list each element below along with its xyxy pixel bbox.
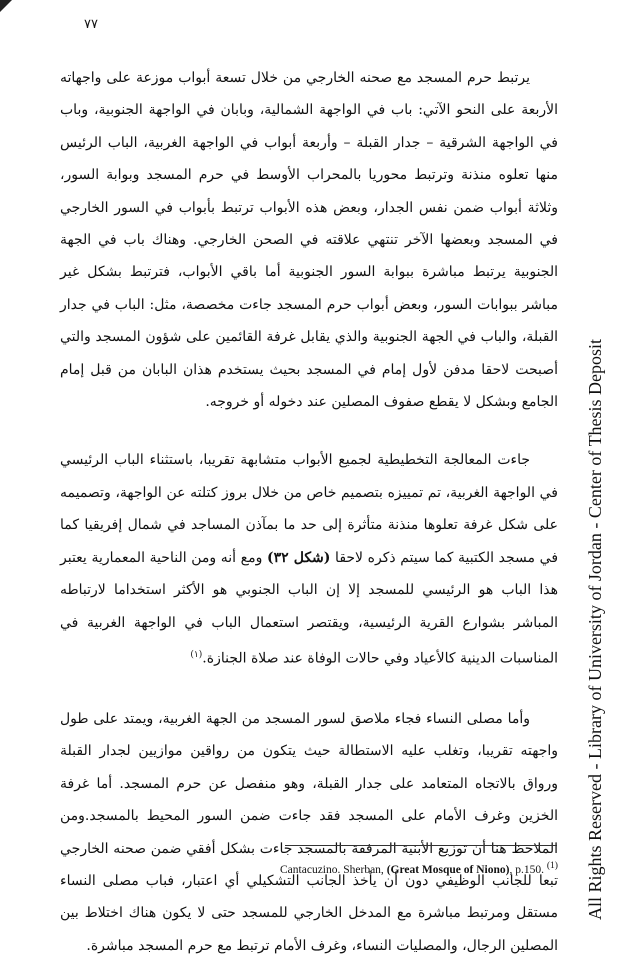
page-number: ٧٧ [84, 17, 98, 32]
paragraph-text: جاءت المعالجة التخطيطية لجميع الأبواب متشابهة تقريبا، باستثناء الباب الرئيسي في الواجهة الغربية، تم تمييزه بتصميم خاص من خلال بروز كتلته عن الواجهة، وتصميمه على شكل غرفة تعلوها منذنة متأثرة إلى حد ما بمآذن المساجد في شمال إفريقيا كما في مسجد الكتبية كما سيتم ذكره لاحقا [60, 452, 559, 566]
document-body [60, 62, 558, 962]
paragraph-womens-prayer: وأما مصلى النساء فجاء ملاصق لسور المسجد من الجهة الغربية، ويمتد على طول واجهته تقريبا، وتغلب عليه الاستطالة حيث يتكون من رواقين موازيين لجدار القبلة ورواق بالاتجاه المتعامد على جدار القبلة، وهو منفصل عن حرم المسجد. أما غرفة الخزين وغرف الأمام على المسجد فقد جاءت ضمن السور المحيط بالمسجد.ومن الملاحظ هنا أن توزيع الأبنية المرفقة بالمسجد جاءت بشكل أفقي ضمن صحنه الخارجي تبعا للجانب الوظيفي دون أن يأخذ الجانب التشكيلي أي اعتبار، فباب مصلى النساء مستقل ومرتبط مباشرة مع المدخل الخارجي للمسجد حتى لا يكون هناك اختلاط بين المصلين الرجال، والمصليات النساء، وغرف الأمام ترتبط مع حرم المسجد مباشرة. [60, 710, 558, 954]
footnote-divider [285, 845, 557, 846]
footnote-page: , p.150. [509, 863, 544, 876]
copyright-stamp: All Rights Reserved - Library of University of Jordan - Center of Thesis Deposit [585, 338, 605, 920]
paragraph-main-doors: يرتبط حرم المسجد مع صحنه الخارجي من خلال تسعة أبواب موزعة على واجهاته الأربعة على النحو الآتي: باب في الواجهة الشمالية، وبابان في الواجهة الجنوبية، وباب في الواجهة الشرقية – جدار القبلة – وأربعة أبواب في الواجهة الغربية، الباب الرئيس منها تعلوه منذنة وترتبط محوريا بالمحراب الأوسط في حرم المسجد وبوابة السور، وثلاثة أبواب ضمن نفس الجدار، وبعض هذه الأبواب ترتبط بأبواب في السور الخارجي في المسجد وبعضها الآخر تنتهي علاقته في الصحن الخارجي. وهناك باب في الجهة الجنوبية يرتبط مباشرة ببوابة السور الجنوبية أما باقي الأبواب، فترتبط بشكل غير مباشر ببوابات السور، وبعض أبواب حرم المسجد جاءت مخصصة، مثل: الباب في جدار القبلة، والباب في الجهة الجنوبية والذي يقابل غرفة القائمين على شؤون المسجد والتي أصبحت لاحقا مدفن لأول إمام في المسجد بحيث يستخدم هذان البابان من قبل إمام الجامع وبشكل لا يقطع صفوف المصلين عند دخوله أو خروجه. [60, 70, 558, 411]
footnote-title: (Great Mosque of Niono) [386, 863, 510, 876]
footnote-marker: (١) [190, 649, 203, 660]
footnote-author: Cantacuzino. Sherban, [280, 863, 384, 876]
paragraph-text: ومع أنه ومن الناحية المعمارية يعتبر هذا الباب هو الرئيسي للمسجد إلا إن الباب الجنوبي هو الأكثر استخداما لارتباطه المباشر بشوارع القرية الرئيسية، ويقتصر استعمال الباب في الواجهة الغربية في المناسبات الدينية كالأعياد وفي حالات الوفاة عند صلاة الجنازة. [60, 549, 558, 667]
corner-mark-icon [0, 0, 14, 14]
figure-reference: (شكل ٣٢) [267, 549, 331, 566]
footnote-number: (1) [546, 860, 558, 871]
paragraph-door-design [60, 444, 558, 675]
footnote [280, 860, 558, 876]
